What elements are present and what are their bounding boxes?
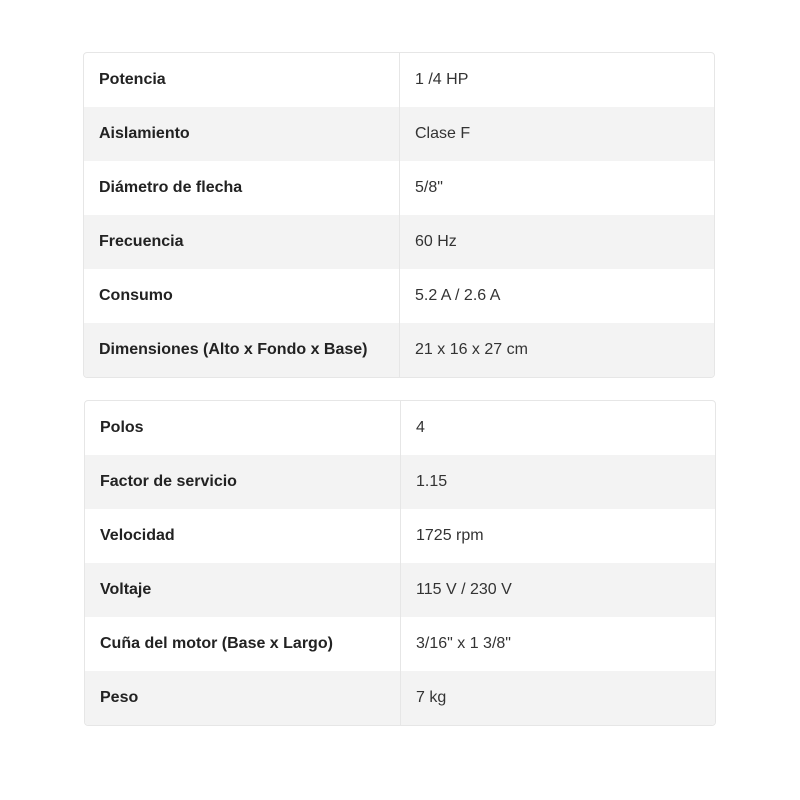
spec-value: 115 V / 230 V <box>416 581 512 598</box>
spec-value: Clase F <box>415 125 471 142</box>
spec-label: Frecuencia <box>84 215 400 269</box>
table-row <box>85 617 715 671</box>
spec-table-1 <box>83 52 715 378</box>
spec-value: 1 /4 HP <box>415 71 469 88</box>
table-row <box>84 269 714 323</box>
table-row <box>85 563 715 617</box>
spec-value: 60 Hz <box>415 233 457 250</box>
table-row <box>85 455 715 509</box>
spec-value: 1.15 <box>416 473 448 490</box>
spec-value: 5/8" <box>415 179 443 196</box>
table-row <box>84 107 714 161</box>
spec-value: 5.2 A / 2.6 A <box>415 287 501 304</box>
spec-label: Dimensiones (Alto x Fondo x Base) <box>84 323 400 377</box>
spec-label: Consumo <box>84 269 400 323</box>
spec-label: Polos <box>85 401 401 455</box>
table-row <box>85 671 715 725</box>
spec-value: 1725 rpm <box>416 527 484 544</box>
table-row <box>84 161 714 215</box>
spec-value: 4 <box>416 419 425 436</box>
table-row <box>84 323 714 377</box>
spec-label: Aislamiento <box>84 107 400 161</box>
spec-label: Velocidad <box>85 509 401 563</box>
spec-label: Potencia <box>84 53 400 107</box>
table-row <box>85 401 715 455</box>
spec-label: Peso <box>85 671 401 725</box>
spec-table-2 <box>84 400 716 726</box>
spec-value: 7 kg <box>416 689 447 706</box>
table-row <box>84 53 714 107</box>
spec-label: Diámetro de flecha <box>84 161 400 215</box>
table-row <box>84 215 714 269</box>
spec-label: Voltaje <box>85 563 401 617</box>
spec-label: Cuña del motor (Base x Largo) <box>85 617 401 671</box>
spec-value: 3/16" x 1 3/8" <box>416 635 511 652</box>
spec-value: 21 x 16 x 27 cm <box>415 341 528 358</box>
table-row <box>85 509 715 563</box>
spec-label: Factor de servicio <box>85 455 401 509</box>
